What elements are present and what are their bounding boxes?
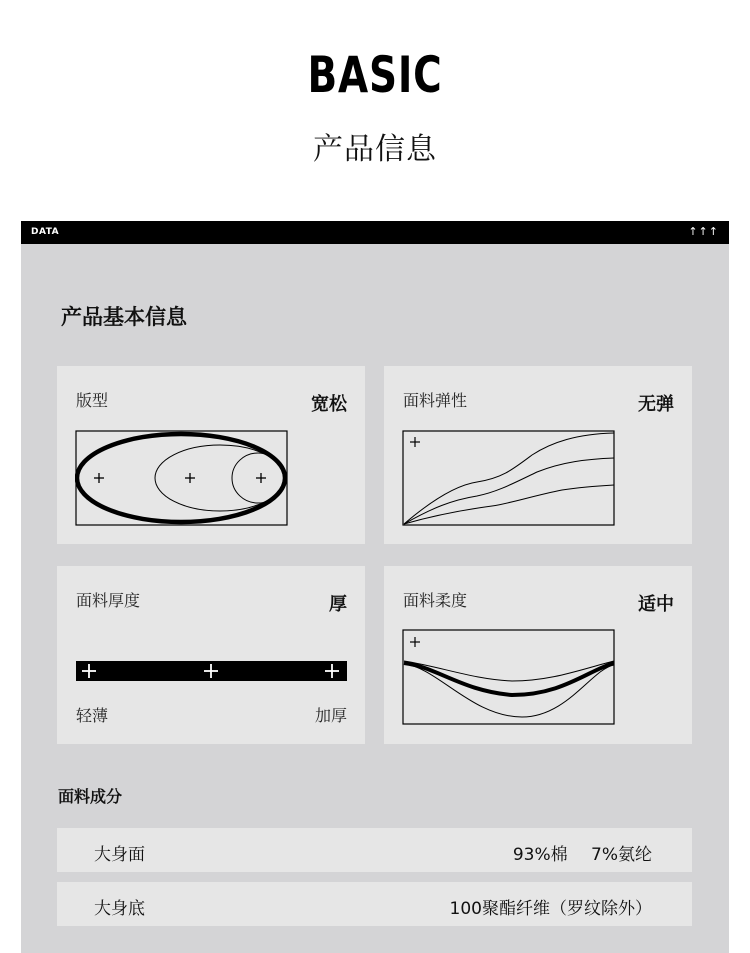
- fit-label: 版型: [76, 391, 109, 410]
- panel-header-bar: [21, 221, 729, 244]
- page-title-en: BASIC: [307, 46, 443, 104]
- composition-row-name: 大身底: [94, 899, 145, 919]
- panel-tag: DATA: [31, 227, 60, 237]
- composition-title: 面料成分: [58, 787, 123, 806]
- softness-label: 面料柔度: [403, 591, 468, 610]
- composition-row: [57, 882, 692, 926]
- thickness-value: 厚: [329, 594, 347, 615]
- fit-value: 宽松: [311, 394, 347, 415]
- composition-row-name: 大身面: [94, 845, 145, 865]
- thickness-card: [57, 566, 365, 744]
- thickness-scale: [76, 661, 347, 681]
- composition-row-detail: 100聚酯纤维（罗纹除外）: [449, 899, 652, 919]
- composition-row: [57, 828, 692, 872]
- thickness-min-label: 轻薄: [76, 706, 109, 725]
- softness-card: [384, 566, 692, 744]
- softness-value: 适中: [638, 594, 674, 615]
- softness-diagram: [402, 629, 616, 727]
- elasticity-diagram: [402, 430, 616, 528]
- fit-diagram: [75, 430, 289, 528]
- composition-row-detail: 93%棉 7%氨纶: [512, 845, 652, 865]
- fit-card: [57, 366, 365, 544]
- arrow-up-icons: ↑↑↑: [688, 225, 719, 238]
- elasticity-label: 面料弹性: [403, 391, 468, 410]
- page-title-cn: 产品信息: [313, 132, 437, 167]
- section-title: 产品基本信息: [61, 305, 187, 329]
- elasticity-card: [384, 366, 692, 544]
- info-panel: [21, 221, 729, 953]
- elasticity-value: 无弹: [638, 394, 674, 415]
- thickness-max-label: 加厚: [314, 706, 347, 725]
- thickness-label: 面料厚度: [76, 591, 141, 610]
